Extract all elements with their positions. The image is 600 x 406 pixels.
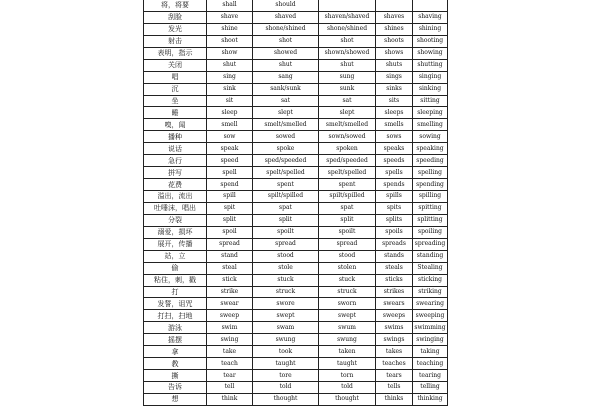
past-participle-cell: spelt/spelled [319, 167, 376, 179]
past-tense-cell: stood [253, 250, 319, 262]
base-form-cell: show [207, 47, 253, 59]
past-participle-cell: spent [319, 179, 376, 191]
past-tense-cell: sang [253, 71, 319, 83]
past-participle-cell: swung [319, 334, 376, 346]
meaning-cell: 游泳 [144, 322, 207, 334]
meaning-cell: 粘住，刺，戳 [144, 274, 207, 286]
past-participle-cell: swum [319, 322, 376, 334]
present-participle-cell: swearing [413, 298, 448, 310]
past-participle-cell: spread [319, 238, 376, 250]
past-participle-cell: smelt/smelled [319, 119, 376, 131]
table-row [144, 226, 448, 238]
base-form-cell: spend [207, 179, 253, 191]
past-tense-cell: told [253, 382, 319, 394]
table-row [144, 322, 448, 334]
past-tense-cell: stole [253, 262, 319, 274]
meaning-cell: 说话 [144, 143, 207, 155]
third-person-cell: tells [376, 382, 413, 394]
meaning-cell: 花费 [144, 179, 207, 191]
third-person-cell: thinks [376, 393, 413, 405]
past-participle-cell: spat [319, 202, 376, 214]
third-person-cell: swears [376, 298, 413, 310]
present-participle-cell: shooting [413, 35, 448, 47]
past-participle-cell: slept [319, 107, 376, 119]
base-form-cell: sit [207, 95, 253, 107]
past-tense-cell: sat [253, 95, 319, 107]
table-row [144, 59, 448, 71]
past-participle-cell: shone/shined [319, 23, 376, 35]
present-participle-cell: sinking [413, 83, 448, 95]
present-participle-cell: teaching [413, 358, 448, 370]
past-tense-cell: swam [253, 322, 319, 334]
past-participle-cell: stood [319, 250, 376, 262]
table-row [144, 382, 448, 394]
past-participle-cell: spoken [319, 143, 376, 155]
meaning-cell: 拿 [144, 346, 207, 358]
past-participle-cell: spilt/spilled [319, 191, 376, 203]
third-person-cell: spreads [376, 238, 413, 250]
past-participle-cell: thought [319, 393, 376, 405]
meaning-cell: 告诉 [144, 382, 207, 394]
third-person-cell: sows [376, 131, 413, 143]
table-row [144, 95, 448, 107]
present-participle-cell: spitting [413, 202, 448, 214]
present-participle-cell: spreading [413, 238, 448, 250]
table-row [144, 238, 448, 250]
meaning-cell: 发光 [144, 23, 207, 35]
table-row [144, 0, 448, 11]
table-row [144, 346, 448, 358]
base-form-cell: sweep [207, 310, 253, 322]
base-form-cell: sing [207, 71, 253, 83]
meaning-cell: 射击 [144, 35, 207, 47]
meaning-cell: 教 [144, 358, 207, 370]
verb-table [143, 0, 448, 406]
base-form-cell: swear [207, 298, 253, 310]
meaning-cell: 想 [144, 393, 207, 405]
third-person-cell: spits [376, 202, 413, 214]
past-participle-cell: torn [319, 370, 376, 382]
present-participle-cell: spoiling [413, 226, 448, 238]
third-person-cell: sweeps [376, 310, 413, 322]
present-participle-cell: singing [413, 71, 448, 83]
meaning-cell: 站，立 [144, 250, 207, 262]
past-participle-cell: sworn [319, 298, 376, 310]
past-participle-cell: sped/speeded [319, 155, 376, 167]
base-form-cell: spread [207, 238, 253, 250]
past-tense-cell: struck [253, 286, 319, 298]
third-person-cell: splits [376, 214, 413, 226]
third-person-cell: tears [376, 370, 413, 382]
past-tense-cell: slept [253, 107, 319, 119]
base-form-cell: spit [207, 202, 253, 214]
table-row [144, 11, 448, 23]
meaning-cell: 沉 [144, 83, 207, 95]
present-participle-cell: tearing [413, 370, 448, 382]
base-form-cell: steal [207, 262, 253, 274]
past-participle-cell: shown/showed [319, 47, 376, 59]
past-tense-cell: spoilt [253, 226, 319, 238]
base-form-cell: shut [207, 59, 253, 71]
base-form-cell: shave [207, 11, 253, 23]
past-tense-cell: stuck [253, 274, 319, 286]
past-tense-cell: swept [253, 310, 319, 322]
third-person-cell: swings [376, 334, 413, 346]
base-form-cell: spill [207, 191, 253, 203]
past-participle-cell: split [319, 214, 376, 226]
present-participle-cell: shaving [413, 11, 448, 23]
table-row [144, 393, 448, 405]
third-person-cell: spends [376, 179, 413, 191]
base-form-cell: strike [207, 286, 253, 298]
present-participle-cell: telling [413, 382, 448, 394]
meaning-cell: 将，将要 [144, 0, 207, 11]
present-participle-cell: taking [413, 346, 448, 358]
past-participle-cell: taken [319, 346, 376, 358]
table-row [144, 202, 448, 214]
table-row [144, 298, 448, 310]
present-participle-cell: thinking [413, 393, 448, 405]
meaning-cell: 打扫，扫地 [144, 310, 207, 322]
third-person-cell: stands [376, 250, 413, 262]
verb-table-body [144, 0, 448, 405]
past-tense-cell: sank/sunk [253, 83, 319, 95]
base-form-cell: swim [207, 322, 253, 334]
past-tense-cell: spelt/spelled [253, 167, 319, 179]
table-row [144, 191, 448, 203]
past-participle-cell: shaven/shaved [319, 11, 376, 23]
past-tense-cell: split [253, 214, 319, 226]
past-tense-cell: shut [253, 59, 319, 71]
past-participle-cell: struck [319, 286, 376, 298]
third-person-cell: sticks [376, 274, 413, 286]
past-participle-cell: sunk [319, 83, 376, 95]
past-tense-cell: took [253, 346, 319, 358]
meaning-cell: 嗅，闻 [144, 119, 207, 131]
past-participle-cell: swept [319, 310, 376, 322]
third-person-cell: shines [376, 23, 413, 35]
past-participle-cell: spoilt [319, 226, 376, 238]
third-person-cell: sinks [376, 83, 413, 95]
third-person-cell: speeds [376, 155, 413, 167]
past-tense-cell: should [253, 0, 319, 11]
present-participle-cell: showing [413, 47, 448, 59]
past-participle-cell: told [319, 382, 376, 394]
present-participle-cell: sweeping [413, 310, 448, 322]
past-tense-cell: shone/shined [253, 23, 319, 35]
base-form-cell: sink [207, 83, 253, 95]
meaning-cell: 关闭 [144, 59, 207, 71]
base-form-cell: stand [207, 250, 253, 262]
third-person-cell: speaks [376, 143, 413, 155]
present-participle-cell: speeding [413, 155, 448, 167]
present-participle-cell: spilling [413, 191, 448, 203]
present-participle-cell: sleeping [413, 107, 448, 119]
past-tense-cell: spoke [253, 143, 319, 155]
present-participle-cell: shutting [413, 59, 448, 71]
third-person-cell: shoots [376, 35, 413, 47]
present-participle-cell [413, 0, 448, 11]
table-row [144, 334, 448, 346]
present-participle-cell: splitting [413, 214, 448, 226]
table-row [144, 23, 448, 35]
third-person-cell: spoils [376, 226, 413, 238]
past-participle-cell: sat [319, 95, 376, 107]
past-tense-cell: shot [253, 35, 319, 47]
past-tense-cell: showed [253, 47, 319, 59]
meaning-cell: 展开，传播 [144, 238, 207, 250]
third-person-cell: spells [376, 167, 413, 179]
third-person-cell: sleeps [376, 107, 413, 119]
table-row [144, 262, 448, 274]
third-person-cell: steals [376, 262, 413, 274]
base-form-cell: shall [207, 0, 253, 11]
past-tense-cell: shaved [253, 11, 319, 23]
table-row [144, 358, 448, 370]
table-row [144, 131, 448, 143]
table-row [144, 274, 448, 286]
past-participle-cell: stuck [319, 274, 376, 286]
past-participle-cell: taught [319, 358, 376, 370]
third-person-cell: spills [376, 191, 413, 203]
table-row [144, 370, 448, 382]
meaning-cell: 摇摆 [144, 334, 207, 346]
table-row [144, 47, 448, 59]
past-tense-cell: taught [253, 358, 319, 370]
third-person-cell: sits [376, 95, 413, 107]
table-row [144, 83, 448, 95]
third-person-cell: takes [376, 346, 413, 358]
meaning-cell: 刮脸 [144, 11, 207, 23]
base-form-cell: sow [207, 131, 253, 143]
meaning-cell: 偷 [144, 262, 207, 274]
past-participle-cell: stolen [319, 262, 376, 274]
past-tense-cell: smelt/smelled [253, 119, 319, 131]
past-tense-cell: thought [253, 393, 319, 405]
past-tense-cell: swung [253, 334, 319, 346]
meaning-cell: 表明，指示 [144, 47, 207, 59]
past-tense-cell: spilt/spilled [253, 191, 319, 203]
meaning-cell: 溺爱，损坏 [144, 226, 207, 238]
base-form-cell: think [207, 393, 253, 405]
table-row [144, 167, 448, 179]
base-form-cell: take [207, 346, 253, 358]
base-form-cell: teach [207, 358, 253, 370]
base-form-cell: split [207, 214, 253, 226]
meaning-cell: 撕 [144, 370, 207, 382]
table-row [144, 155, 448, 167]
past-participle-cell: shut [319, 59, 376, 71]
meaning-cell: 吐唾沫，唱出 [144, 202, 207, 214]
third-person-cell [376, 0, 413, 11]
past-tense-cell: swore [253, 298, 319, 310]
present-participle-cell: standing [413, 250, 448, 262]
base-form-cell: spoil [207, 226, 253, 238]
third-person-cell: shuts [376, 59, 413, 71]
third-person-cell: shaves [376, 11, 413, 23]
past-tense-cell: spent [253, 179, 319, 191]
past-tense-cell: sped/speeded [253, 155, 319, 167]
base-form-cell: shine [207, 23, 253, 35]
third-person-cell: sings [376, 71, 413, 83]
third-person-cell: strikes [376, 286, 413, 298]
past-tense-cell: sowed [253, 131, 319, 143]
third-person-cell: smells [376, 119, 413, 131]
past-participle-cell: shot [319, 35, 376, 47]
meaning-cell: 溢出，流出 [144, 191, 207, 203]
base-form-cell: speed [207, 155, 253, 167]
table-row [144, 143, 448, 155]
table-row [144, 107, 448, 119]
past-participle-cell: sown/sowed [319, 131, 376, 143]
table-row [144, 286, 448, 298]
base-form-cell: tell [207, 382, 253, 394]
base-form-cell: tear [207, 370, 253, 382]
past-tense-cell: tore [253, 370, 319, 382]
present-participle-cell: Stealing [413, 262, 448, 274]
base-form-cell: swing [207, 334, 253, 346]
base-form-cell: spell [207, 167, 253, 179]
past-tense-cell: spread [253, 238, 319, 250]
present-participle-cell: sowing [413, 131, 448, 143]
base-form-cell: smell [207, 119, 253, 131]
past-participle-cell: sung [319, 71, 376, 83]
base-form-cell: shoot [207, 35, 253, 47]
present-participle-cell: sticking [413, 274, 448, 286]
meaning-cell: 分裂 [144, 214, 207, 226]
present-participle-cell: sitting [413, 95, 448, 107]
present-participle-cell: striking [413, 286, 448, 298]
present-participle-cell: spending [413, 179, 448, 191]
table-row [144, 250, 448, 262]
table-row [144, 71, 448, 83]
past-tense-cell: spat [253, 202, 319, 214]
present-participle-cell: smelling [413, 119, 448, 131]
present-participle-cell: swimming [413, 322, 448, 334]
third-person-cell: shows [376, 47, 413, 59]
third-person-cell: teaches [376, 358, 413, 370]
present-participle-cell: speaking [413, 143, 448, 155]
table-row [144, 119, 448, 131]
present-participle-cell: spelling [413, 167, 448, 179]
meaning-cell: 播种 [144, 131, 207, 143]
meaning-cell: 拼写 [144, 167, 207, 179]
table-row [144, 179, 448, 191]
table-row [144, 214, 448, 226]
meaning-cell: 唱 [144, 71, 207, 83]
third-person-cell: swims [376, 322, 413, 334]
base-form-cell: sleep [207, 107, 253, 119]
base-form-cell: stick [207, 274, 253, 286]
meaning-cell: 睡 [144, 107, 207, 119]
meaning-cell: 发誓，诅咒 [144, 298, 207, 310]
present-participle-cell: swinging [413, 334, 448, 346]
table-row [144, 310, 448, 322]
meaning-cell: 坐 [144, 95, 207, 107]
meaning-cell: 急行 [144, 155, 207, 167]
past-participle-cell [319, 0, 376, 11]
table-row [144, 35, 448, 47]
meaning-cell: 打 [144, 286, 207, 298]
present-participle-cell: shining [413, 23, 448, 35]
base-form-cell: speak [207, 143, 253, 155]
